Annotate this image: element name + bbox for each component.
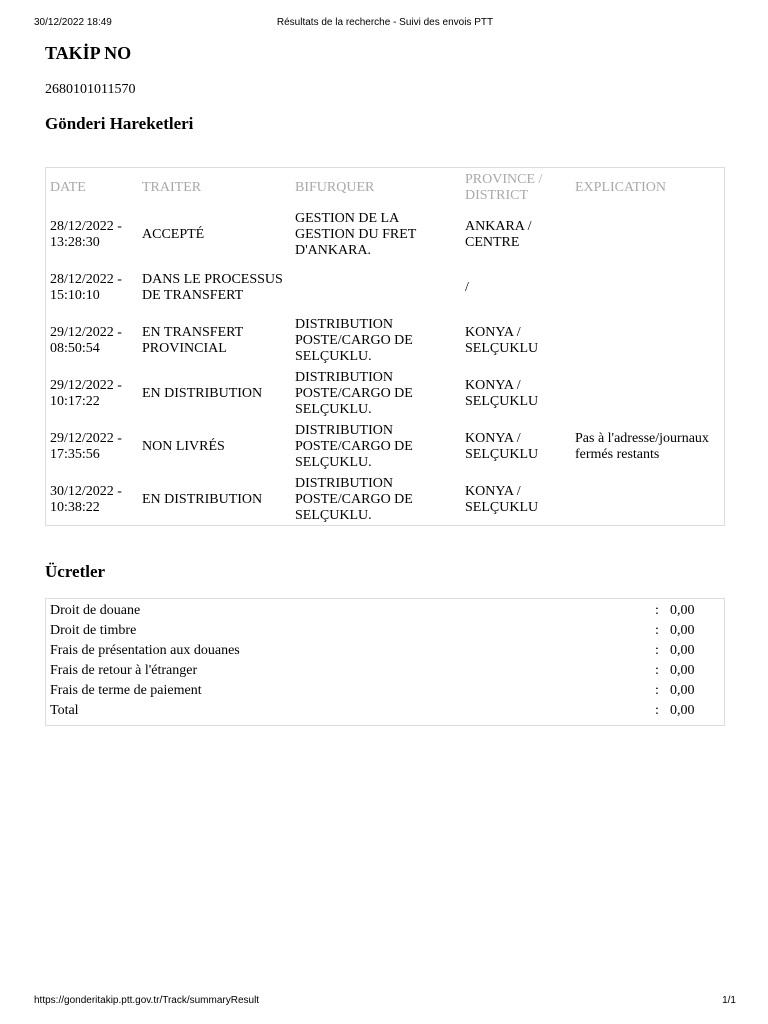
fee-row: [46, 601, 724, 621]
cell-traiter: EN DISTRIBUTION: [142, 385, 263, 401]
table-row: [46, 314, 724, 367]
print-page-number: 1/1: [722, 995, 736, 1006]
cell-bifurquer: DISTRIBUTION POSTE/CARGO DE SELÇUKLU.: [295, 369, 413, 417]
movements-header-row: [46, 168, 724, 208]
cell-traiter: ACCEPTÉ: [142, 226, 205, 242]
table-row: [46, 420, 724, 473]
fee-label: Droit de douane: [50, 603, 141, 618]
cell-explication: Pas à l'adresse/journaux fermés restants: [575, 430, 709, 462]
cell-explication: [571, 314, 724, 367]
fee-row: [46, 641, 724, 661]
fee-row: [46, 681, 724, 701]
cell-province: KONYA / SELÇUKLU: [465, 377, 539, 409]
fees-table-container: [45, 598, 725, 726]
tracking-number: 2680101011570: [45, 82, 136, 97]
fee-separator: :: [655, 603, 659, 618]
fee-value: 0,00: [670, 623, 695, 638]
header-traiter: TRAITER: [142, 180, 202, 195]
cell-traiter: DANS LE PROCESSUS DE TRANSFERT: [142, 271, 283, 303]
fee-value: 0,00: [670, 703, 695, 718]
header-date: DATE: [50, 180, 86, 195]
fee-separator: :: [655, 623, 659, 638]
header-bifurquer: BIFURQUER: [295, 180, 375, 195]
fee-value: 0,00: [670, 663, 695, 678]
fee-label: Frais de présentation aux douanes: [50, 643, 240, 658]
cell-bifurquer: GESTION DE LA GESTION DU FRET D'ANKARA.: [295, 210, 417, 258]
cell-province: KONYA / SELÇUKLU: [465, 483, 539, 515]
cell-traiter: EN TRANSFERT PROVINCIAL: [142, 324, 243, 356]
fee-row: [46, 661, 724, 681]
movements-table-container: [45, 167, 725, 526]
cell-date: 28/12/2022 - 15:10:10: [50, 271, 122, 303]
table-row: [46, 473, 724, 526]
cell-date: 29/12/2022 - 10:17:22: [50, 377, 122, 409]
print-page-title: Résultats de la recherche - Suivi des envois PTT: [276, 17, 494, 28]
cell-explication: [571, 261, 724, 314]
print-url: https://gonderitakip.ptt.gov.tr/Track/summaryResult: [34, 995, 260, 1006]
fee-label: Frais de retour à l'étranger: [50, 663, 198, 678]
cell-province: ANKARA / CENTRE: [465, 218, 532, 250]
fee-label: Total: [50, 703, 79, 718]
fee-value: 0,00: [670, 603, 695, 618]
tracking-result: [45, 40, 725, 718]
cell-province: KONYA / SELÇUKLU: [465, 324, 539, 356]
cell-explication: [571, 208, 724, 261]
fees-title: Ücretler: [45, 562, 106, 581]
fee-row: [46, 621, 724, 641]
fee-separator: :: [655, 663, 659, 678]
header-province: PROVINCE / DISTRICT: [465, 172, 543, 203]
cell-bifurquer: [291, 261, 461, 314]
fee-label: Droit de timbre: [50, 623, 137, 638]
cell-date: 29/12/2022 - 17:35:56: [50, 430, 122, 462]
cell-bifurquer: DISTRIBUTION POSTE/CARGO DE SELÇUKLU.: [295, 422, 413, 470]
header-explication: EXPLICATION: [575, 180, 666, 195]
print-datetime: 30/12/2022 18:49: [34, 17, 112, 28]
cell-date: 28/12/2022 - 13:28:30: [50, 218, 122, 250]
table-row: [46, 261, 724, 314]
fee-value: 0,00: [670, 683, 695, 698]
cell-date: 30/12/2022 - 10:38:22: [50, 483, 122, 515]
table-row: [46, 367, 724, 420]
cell-traiter: EN DISTRIBUTION: [142, 491, 263, 507]
cell-bifurquer: DISTRIBUTION POSTE/CARGO DE SELÇUKLU.: [295, 475, 413, 523]
cell-province: /: [465, 279, 469, 295]
table-row: [46, 208, 724, 261]
movements-table: [46, 168, 724, 526]
fee-value: 0,00: [670, 643, 695, 658]
cell-explication: [571, 367, 724, 420]
cell-date: 29/12/2022 - 08:50:54: [50, 324, 122, 356]
movements-title: Gönderi Hareketleri: [45, 114, 194, 133]
tracking-title: TAKİP NO: [45, 43, 132, 63]
fee-separator: :: [655, 703, 659, 718]
cell-province: KONYA / SELÇUKLU: [465, 430, 539, 462]
fee-separator: :: [655, 683, 659, 698]
cell-bifurquer: DISTRIBUTION POSTE/CARGO DE SELÇUKLU.: [295, 316, 413, 364]
fee-label: Frais de terme de paiement: [50, 683, 202, 698]
fee-row-total: [46, 701, 724, 721]
cell-explication: [571, 473, 724, 526]
fees-table: [46, 601, 724, 721]
fee-separator: :: [655, 643, 659, 658]
cell-traiter: NON LIVRÉS: [142, 438, 225, 454]
